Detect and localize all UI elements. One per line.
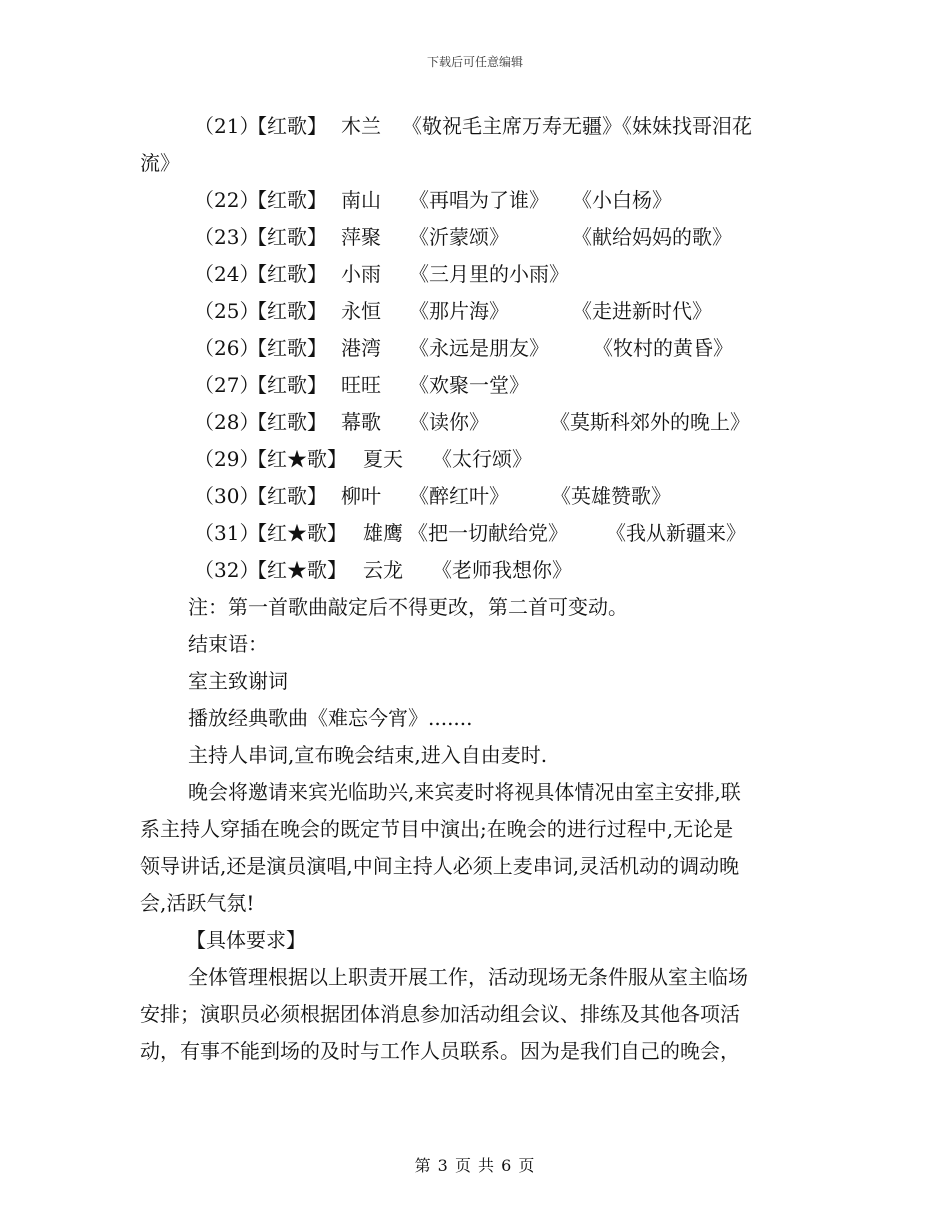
song-title-first: 《三月里的小雨》: [409, 262, 569, 286]
item-category: 【红★歌】: [247, 521, 347, 545]
program-item-22: [0, 182, 950, 219]
program-item-32: [0, 552, 950, 589]
performer-name: 夏天: [363, 447, 403, 471]
requirements-line-2: 安排；演职员必须根据团体消息参加活动组会议、排练及其他各项活: [140, 1002, 740, 1026]
item-category: 【红歌】: [247, 484, 327, 508]
item-number: （31）: [194, 521, 260, 545]
item-category: 【红★歌】: [247, 558, 347, 582]
song-title-continuation: 流》: [140, 151, 180, 175]
item-number: （23）: [194, 225, 260, 249]
item-category: 【红歌】: [247, 373, 327, 397]
song-title-first: 《再唱为了谁》: [409, 188, 549, 212]
item-number: （30）: [194, 484, 260, 508]
requirements-heading: 【具体要求】: [186, 928, 306, 952]
closing-label: 结束语：: [188, 632, 268, 656]
performer-name: 港湾: [341, 336, 381, 360]
item-number: （29）: [194, 447, 260, 471]
song-title-first: 《欢聚一堂》: [409, 373, 529, 397]
closing-step-2: 播放经典歌曲《难忘今宵》.......: [188, 706, 473, 730]
item-category: 【红★歌】: [247, 447, 347, 471]
item-number: （22）: [194, 188, 260, 212]
item-category: 【红歌】: [247, 410, 327, 434]
program-item-27: [0, 367, 950, 404]
song-title-first: 《醉红叶》: [409, 484, 509, 508]
page-header: 下载后可任意编辑: [426, 55, 523, 69]
guests-paragraph-line-1: 晚会将邀请来宾光临助兴,来宾麦时将视具体情况由室主安排,联: [188, 780, 741, 804]
performer-name: 萍聚: [341, 225, 381, 249]
requirements-line-1: 全体管理根据以上职责开展工作，活动现场无条件服从室主临场: [188, 965, 748, 989]
program-item-23: [0, 219, 950, 256]
song-title-second: 《英雄赞歌》: [551, 484, 671, 508]
performer-name: 南山: [341, 188, 381, 212]
program-item-29: [0, 441, 950, 478]
program-item-26: [0, 330, 950, 367]
guests-paragraph-line-4: 会,活跃气氛!: [140, 891, 255, 915]
guests-paragraph-line-3: 领导讲话,还是演员演唱,中间主持人必须上麦串词,灵活机动的调动晚: [140, 854, 740, 878]
program-item-30: [0, 478, 950, 515]
performer-name: 旺旺: [341, 373, 381, 397]
item-category: 【红歌】: [247, 336, 327, 360]
program-item-21: [0, 108, 950, 145]
program-item-31: [0, 515, 950, 552]
note-paragraph: 注：第一首歌曲敲定后不得更改，第二首可变动。: [188, 595, 628, 619]
document-body: [0, 108, 950, 1070]
performer-name: 小雨: [341, 262, 381, 286]
program-item-24: [0, 256, 950, 293]
performer-name: 柳叶: [341, 484, 381, 508]
song-title-first: 《太行颂》: [432, 447, 532, 471]
song-title-first: 《把一切献给党》: [408, 521, 568, 545]
closing-step-3: 主持人串词,宣布晚会结束,进入自由麦时.: [188, 743, 548, 767]
item-number: （32）: [194, 558, 260, 582]
item-category: 【红歌】: [247, 299, 327, 323]
performer-name: 云龙: [363, 558, 403, 582]
program-item-28: [0, 404, 950, 441]
song-title-second: 《莫斯科郊外的晚上》: [550, 410, 750, 434]
item-category: 【红歌】: [247, 262, 327, 286]
page-number-footer: 第 3 页 共 6 页: [414, 1156, 536, 1175]
performer-name: 雄鹰: [363, 521, 403, 545]
item-category: 【红歌】: [247, 114, 327, 138]
song-title-first: 《沂蒙颂》: [409, 225, 509, 249]
item-number: （28）: [194, 410, 260, 434]
song-title-first: 《那片海》: [409, 299, 509, 323]
item-number: （21）: [194, 114, 260, 138]
song-title-first: 《读你》: [409, 410, 489, 434]
item-category: 【红歌】: [247, 225, 327, 249]
program-item-25: [0, 293, 950, 330]
closing-step-1: 室主致谢词: [188, 669, 288, 693]
song-title-second: 《牧村的黄昏》: [593, 336, 733, 360]
performer-name: 永恒: [341, 299, 381, 323]
guests-paragraph-line-2: 系主持人穿插在晚会的既定节目中演出;在晚会的进行过程中,无论是: [140, 817, 734, 841]
performer-name: 木兰: [341, 114, 381, 138]
requirements-line-3: 动，有事不能到场的及时与工作人员联系。因为是我们自己的晚会，: [140, 1039, 740, 1063]
item-number: （26）: [194, 336, 260, 360]
song-title-second: 《献给妈妈的歌》: [572, 225, 732, 249]
item-number: （24）: [194, 262, 260, 286]
song-title: 《敬祝毛主席万寿无疆》《妹妹找哥泪花: [402, 114, 752, 138]
item-number: （27）: [194, 373, 260, 397]
song-title-first: 《永远是朋友》: [409, 336, 549, 360]
song-title-first: 《老师我想你》: [432, 558, 572, 582]
song-title-second: 《走进新时代》: [572, 299, 712, 323]
song-title-second: 《我从新疆来》: [606, 521, 746, 545]
performer-name: 幕歌: [341, 410, 381, 434]
item-number: （25）: [194, 299, 260, 323]
song-title-second: 《小白杨》: [572, 188, 672, 212]
item-category: 【红歌】: [247, 188, 327, 212]
program-item-21-continuation: [0, 145, 950, 182]
